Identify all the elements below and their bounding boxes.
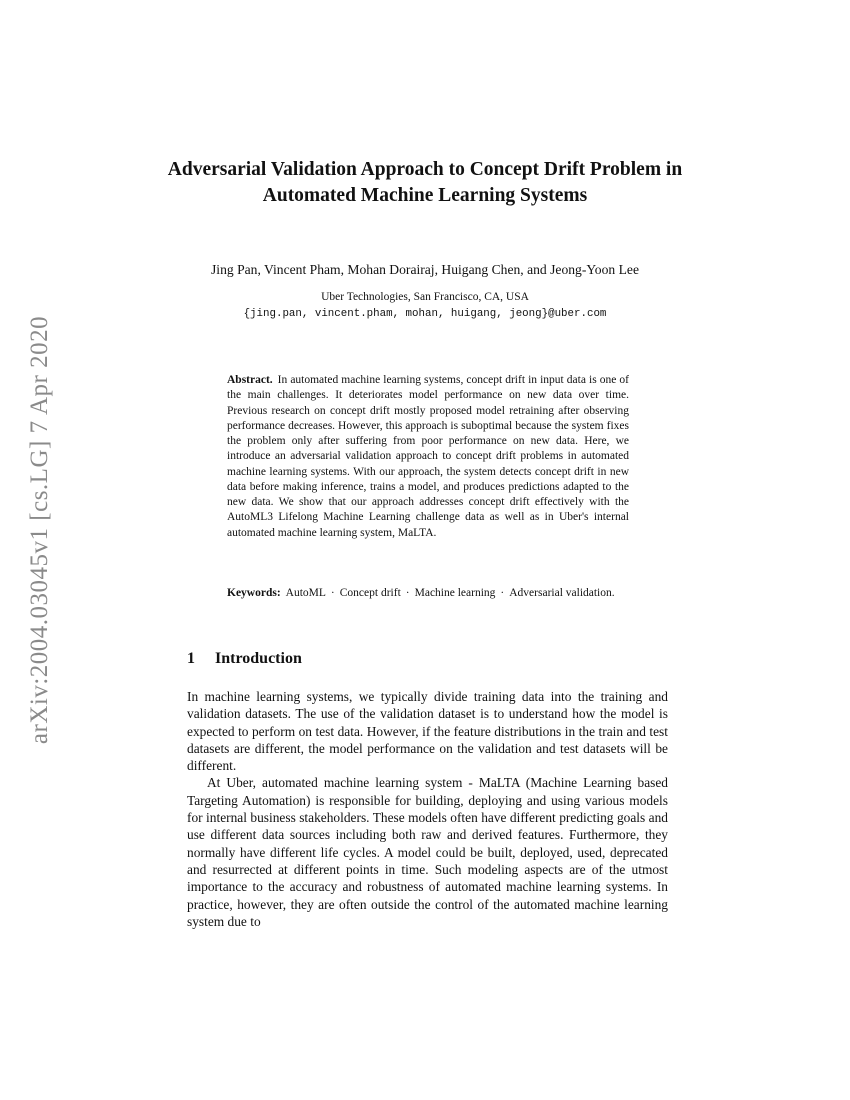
keyword-item: AutoML — [285, 587, 326, 599]
keyword-separator: · — [330, 587, 335, 599]
keywords — [227, 586, 629, 602]
section-number: 1 — [187, 650, 195, 667]
abstract-label: Abstract. — [227, 374, 273, 386]
keyword-item: Machine learning — [414, 587, 496, 599]
body-paragraph: In machine learning systems, we typically divide training data into the training and validation datasets. The use of the validation dataset is to understand how the model is expected to perform on test data. However, if the feature distributions in the train and test datasets are different, the model performance on the validation and test datasets will be different. — [187, 689, 668, 774]
keyword-item: Adversarial validation. — [509, 587, 615, 599]
keywords-label: Keywords: — [227, 587, 281, 599]
abstract — [227, 373, 629, 541]
arxiv-identifier: arXiv:2004.03045v1 [cs.LG] 7 Apr 2020 — [26, 315, 53, 745]
author-emails: {jing.pan, vincent.pham, mohan, huigang, jeong}@uber.com — [243, 308, 607, 320]
section-title: Introduction — [215, 650, 302, 667]
section-heading — [187, 650, 302, 668]
paper-title: Adversarial Validation Approach to Concept Drift Problem in Automated Machine Learning Systems — [167, 159, 683, 206]
section-body — [187, 688, 668, 930]
affiliation: Uber Technologies, San Francisco, CA, USA — [321, 291, 529, 303]
abstract-text: In automated machine learning systems, concept drift in input data is one of the main challenges. It deteriorates model performance on new data over time. Previous research on concept drift mostly proposed model retraining after observing performance decreases. However, this approach is suboptimal because the system fixes the problem only after suffering from poor performance on new data. Here, we introduce an adversarial validation approach to concept drift problems in automated machine learning systems. With our approach, the system detects concept drift in new data before making inference, trains a model, and produces predictions adapted to the new data. We show that our approach addresses concept drift effectively with the AutoML3 Lifelong Machine Learning challenge data as well as in Uber's internal automated machine learning system, MaLTA. — [227, 374, 629, 539]
body-paragraph: At Uber, automated machine learning system - MaLTA (Machine Learning based Targeting Automation) is responsible for building, deploying and using various models for internal business stakeholders. These models often have different predicting goals and use different data sources including both raw and derived features. Furthermore, they normally have different life cycles. A model could be built, deployed, used, deprecated and resurrected at different points in time. Such modeling aspects are of the utmost importance to the accuracy and robustness of automated machine learning systems. In practice, however, they are often outside the control of the automated machine learning system due to — [187, 775, 668, 929]
keyword-separator: · — [405, 587, 410, 599]
keyword-item: Concept drift — [339, 587, 401, 599]
keyword-separator: · — [500, 587, 505, 599]
author-list: Jing Pan, Vincent Pham, Mohan Dorairaj, Huigang Chen, and Jeong-Yoon Lee — [211, 262, 639, 277]
